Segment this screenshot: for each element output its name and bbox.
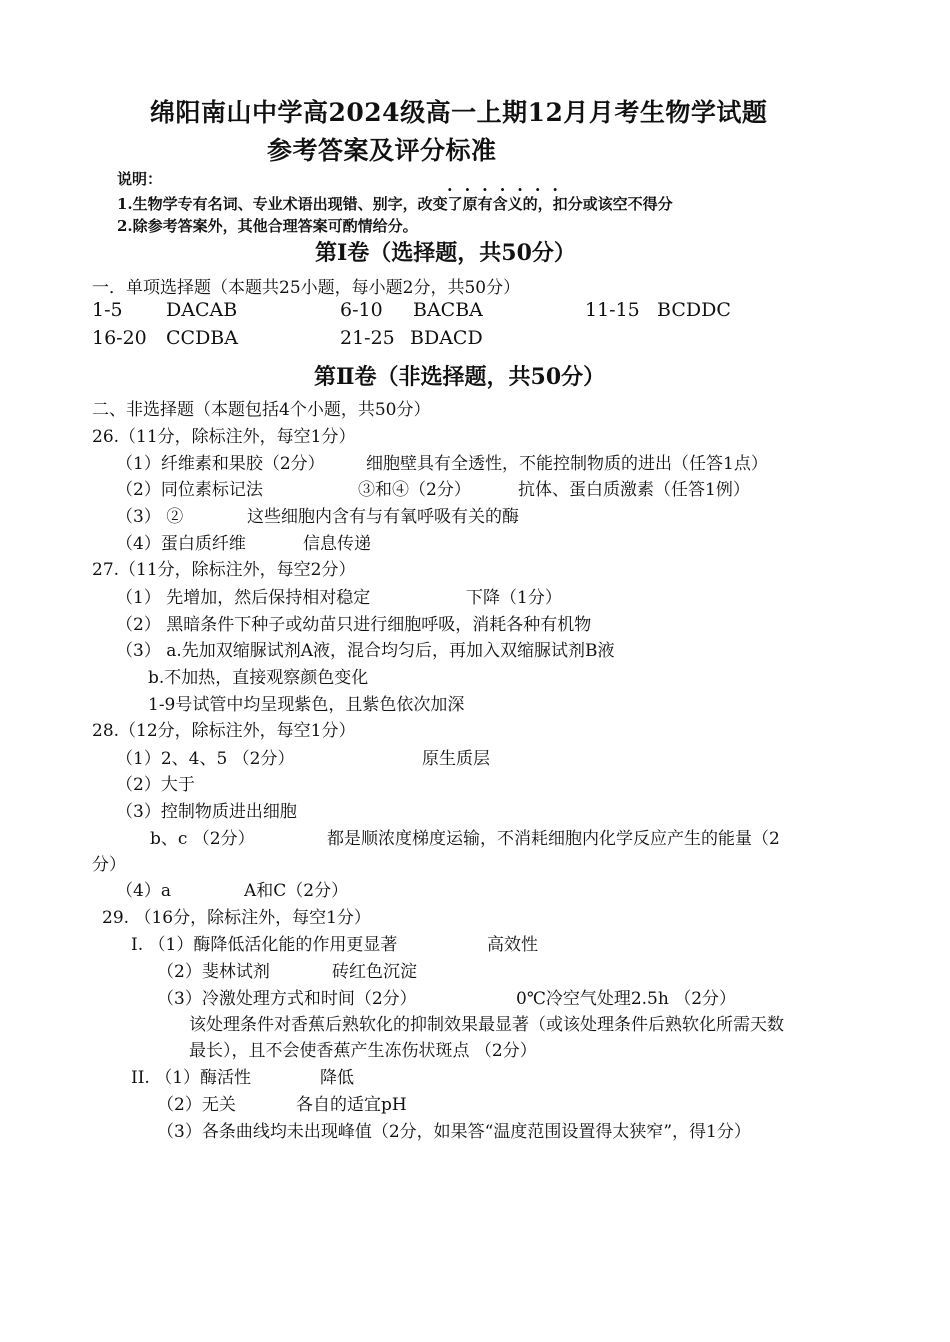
q27-answer: b.不加热，直接观察颜色变化 (148, 668, 369, 688)
q28-answer: （1）2、4、5 （2分） (116, 749, 295, 769)
q27-head: 27.（11分，除标注外，每空2分） (92, 560, 356, 580)
notes-label: 说明： (117, 170, 163, 188)
q28-answer: A和C（2分） (244, 881, 349, 901)
notes-item-2: 2.除参考答案外，其他合理答案可酌情给分。 (117, 217, 418, 235)
q29-answer: （2）无关 (157, 1095, 236, 1115)
part2-subheading: 二、非选择题（本题包括4个小题，共50分） (92, 400, 431, 420)
answer-range: 21-25 (340, 327, 395, 349)
page-title: 绵阳南山中学高2024级高一上期12月月考生物学试题 (150, 98, 768, 127)
answer-range: 1-5 (92, 299, 123, 321)
q26-head: 26.（11分，除标注外，每空1分） (92, 427, 356, 447)
answer-range: 6-10 (340, 299, 383, 321)
q27-answer: （2） 黑暗条件下种子或幼苗只进行细胞呼吸，消耗各种有机物 (116, 615, 592, 635)
q29-answer: 降低 (320, 1068, 354, 1088)
q27-answer: 1-9号试管中均呈现紫色，且紫色依次加深 (148, 695, 465, 715)
answer-value: DACAB (166, 299, 238, 321)
q27-answer: 下降（1分） (466, 588, 562, 608)
q29-answer: II. （1）酶活性 (131, 1068, 252, 1088)
q29-answer: 砖红色沉淀 (332, 962, 417, 982)
q28-answer: 原生质层 (422, 749, 490, 769)
answer-value: BACBA (413, 299, 483, 321)
notes-item-1: 1.生物学专有名词、专业术语出现错、别字，改变了原有含义的，扣分或该空不得分 (117, 195, 673, 213)
q26-answer: （3） ② (116, 507, 184, 527)
q29-answer: 高效性 (487, 935, 538, 955)
q29-answer: 该处理条件对香蕉后熟软化的抑制效果最显著（或该处理条件后熟软化所需天数 (189, 1015, 784, 1035)
q26-answer: （4）蛋白质纤维 (116, 534, 246, 554)
q28-answer: 都是顺浓度梯度运输，不消耗细胞内化学反应产生的能量（2 (327, 829, 780, 849)
q29-answer: 最长），且不会使香蕉产生冻伤状斑点 （2分） (189, 1041, 537, 1061)
answer-value: CCDBA (166, 327, 238, 349)
q26-answer: 信息传递 (303, 534, 371, 554)
q26-answer: ③和④（2分） (358, 480, 471, 500)
q26-answer: 这些细胞内含有与有氧呼吸有关的酶 (247, 507, 519, 527)
answer-range: 11-15 (585, 299, 640, 321)
q28-answer: （2）大于 (116, 775, 195, 795)
q28-head: 28.（12分，除标注外，每空1分） (92, 721, 356, 741)
page-subtitle: 参考答案及评分标准 (267, 136, 497, 165)
q29-answer: 0℃冷空气处理2.5h （2分） (516, 989, 737, 1009)
q29-answer: 各自的适宜pH (296, 1095, 407, 1115)
q29-answer: （3）冷激处理方式和时间（2分） (157, 989, 417, 1009)
q26-answer: 细胞壁具有全透性，不能控制物质的进出（任答1点） (366, 454, 768, 474)
answer-value: BDACD (410, 327, 483, 349)
q29-answer: I. （1）酶降低活化能的作用更显著 (131, 935, 398, 955)
q28-answer: （4）a (116, 881, 171, 901)
q29-answer: （2）斐林试剂 (157, 962, 270, 982)
q28-answer: 分） (92, 855, 126, 875)
q26-answer: 抗体、蛋白质激素（任答1例） (518, 480, 750, 500)
q27-answer: （1） 先增加，然后保持相对稳定 (116, 588, 371, 608)
q29-head: 29. （16分，除标注外，每空1分） (102, 908, 371, 928)
q28-answer: b、c （2分） (150, 829, 255, 849)
q26-answer: （1）纤维素和果胶（2分） (116, 454, 325, 474)
q28-answer: （3）控制物质进出细胞 (116, 802, 297, 822)
part2-heading: 第Ⅱ卷（非选择题，共50分） (314, 364, 606, 390)
answer-value: BCDDC (657, 299, 731, 321)
q26-answer: （2）同位素标记法 (116, 480, 263, 500)
emphasis-dots: ······· (447, 180, 570, 199)
q29-answer: （3）各条曲线均未出现峰值（2分，如果答“温度范围设置得太狭窄”，得1分） (157, 1122, 751, 1142)
part1-subheading: 一．单项选择题（本题共25小题，每小题2分，共50分） (92, 278, 521, 298)
answer-range: 16-20 (92, 327, 147, 349)
q27-answer: （3） a.先加双缩脲试剂A液，混合均匀后，再加入双缩脲试剂B液 (116, 641, 615, 661)
part1-heading: 第Ⅰ卷（选择题，共50分） (315, 240, 576, 266)
